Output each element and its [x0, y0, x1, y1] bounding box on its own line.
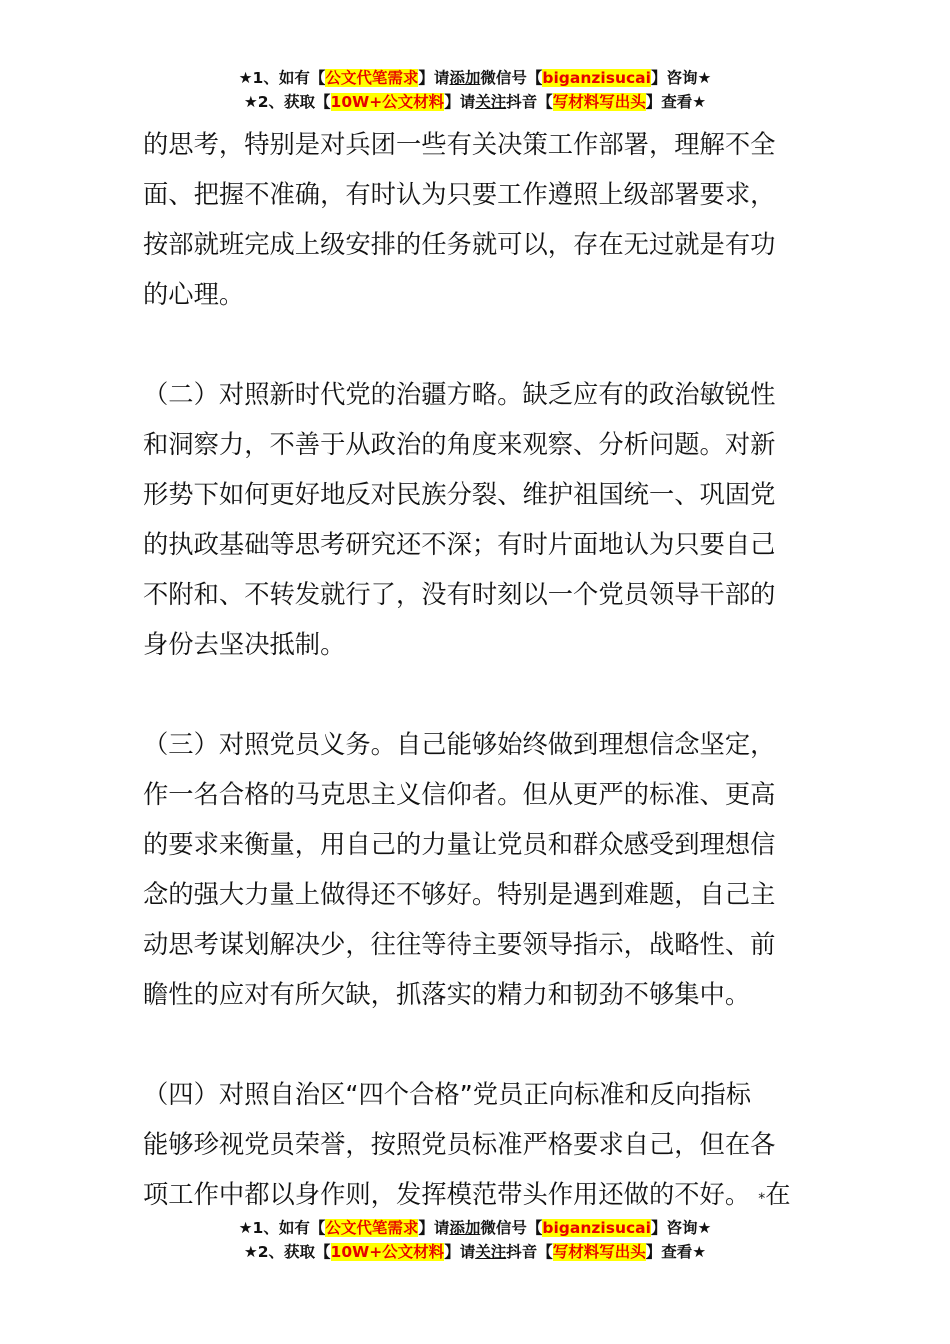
- banner-highlight: 公文代笔需求: [325, 1219, 419, 1237]
- banner-underline: 添加: [449, 1219, 481, 1237]
- text-line: 念的强大力量上做得还不够好。特别是遇到难题，自己主: [143, 880, 776, 909]
- banner-underline: 关注: [475, 1243, 507, 1261]
- text-segment: 在: [765, 1180, 791, 1209]
- wechat-id-highlight: biganzisucai: [542, 1219, 651, 1237]
- banner-text: 抖音【: [506, 1243, 553, 1261]
- banner-text: ★2、获取【: [243, 1243, 331, 1261]
- banner-text: 】咨询★: [650, 69, 712, 87]
- banner-highlight: 10W+公文材料: [330, 1243, 445, 1261]
- text-line: 形势下如何更好地反对民族分裂、维护祖国统一、巩固党: [143, 480, 776, 509]
- banner-highlight: 10W+公文材料: [330, 93, 445, 111]
- banner-text: ★1、如有【: [238, 69, 326, 87]
- text-line: 瞻性的应对有所欠缺，抓落实的精力和韧劲不够集中。: [143, 980, 751, 1009]
- banner-underline: 关注: [475, 93, 507, 111]
- text-line: （三）对照党员义务。自己能够始终做到理想信念坚定，: [143, 730, 776, 759]
- text-line: 的要求来衡量，用自己的力量让党员和群众感受到理想信: [143, 830, 776, 859]
- douyin-id-highlight: 写材料写出头: [552, 93, 646, 111]
- banner-line-1: [0, 66, 950, 90]
- footnote-mark: *: [758, 1191, 766, 1207]
- paragraph-section-2: [143, 370, 813, 670]
- banner-text: ★2、获取【: [243, 93, 331, 111]
- banner-text: 】请: [444, 1243, 476, 1261]
- banner-text: 】查看★: [645, 1243, 707, 1261]
- paragraph-section-3: [143, 720, 813, 1020]
- banner-line-2: [0, 1240, 950, 1264]
- banner-text: 】请: [418, 1219, 450, 1237]
- banner-text: 】咨询★: [650, 1219, 712, 1237]
- text-line: 的心理。: [143, 280, 245, 309]
- text-line: 和洞察力，不善于从政治的角度来观察、分析问题。对新: [143, 430, 776, 459]
- banner-line-1: [0, 1216, 950, 1240]
- banner-text: 抖音【: [506, 93, 553, 111]
- text-line: 不附和、不转发就行了，没有时刻以一个党员领导干部的: [143, 580, 776, 609]
- banner-text: 微信号【: [480, 1219, 543, 1237]
- document-body: [143, 120, 813, 1220]
- banner-text: 】请: [418, 69, 450, 87]
- text-line: 身份去坚决抵制。: [143, 630, 346, 659]
- banner-text: 】查看★: [645, 93, 707, 111]
- text-line: 按部就班完成上级安排的任务就可以，存在无过就是有功: [143, 230, 776, 259]
- text-line: 能够珍视党员荣誉，按照党员标准严格要求自己，但在各: [143, 1130, 776, 1159]
- douyin-id-highlight: 写材料写出头: [552, 1243, 646, 1261]
- text-line: 作一名合格的马克思主义信仰者。但从更严的标准、更高: [143, 780, 776, 809]
- banner-highlight: 公文代笔需求: [325, 69, 419, 87]
- text-line: （四）对照自治区“四个合格”党员正向标准和反向指标: [143, 1080, 752, 1109]
- text-line: 动思考谋划解决少，往往等待主要领导指示，战略性、前: [143, 930, 776, 959]
- banner-underline: 添加: [449, 69, 481, 87]
- footer-banner: [0, 1216, 950, 1264]
- paragraph-continuation: [143, 120, 813, 320]
- text-line: 的思考，特别是对兵团一些有关决策工作部署，理解不全: [143, 130, 776, 159]
- paragraph-section-4: [143, 1070, 813, 1220]
- banner-text: 】请: [444, 93, 476, 111]
- header-banner: [0, 66, 950, 114]
- text-line: （二）对照新时代党的治疆方略。缺乏应有的政治敏锐性: [143, 380, 776, 409]
- text-line: [143, 1170, 813, 1220]
- banner-text: 微信号【: [480, 69, 543, 87]
- text-segment: 项工作中都以身作则，发挥模范带头作用还做的不好。: [143, 1180, 751, 1209]
- text-line: 面、把握不准确，有时认为只要工作遵照上级部署要求，: [143, 180, 776, 209]
- banner-line-2: [0, 90, 950, 114]
- wechat-id-highlight: biganzisucai: [542, 69, 651, 87]
- text-line: 的执政基础等思考研究还不深；有时片面地认为只要自己: [143, 530, 776, 559]
- banner-text: ★1、如有【: [238, 1219, 326, 1237]
